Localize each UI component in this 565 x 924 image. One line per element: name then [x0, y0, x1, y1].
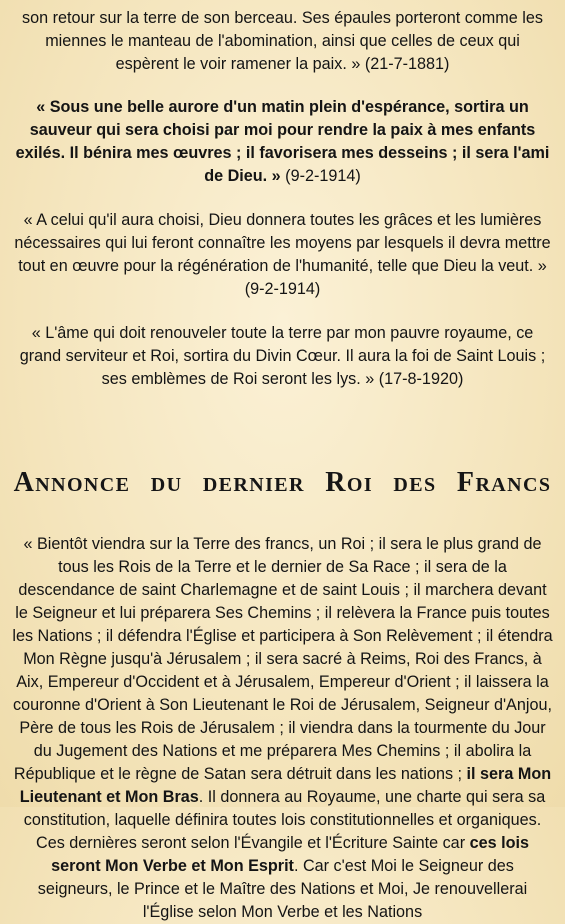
- section-text: . Il donnera au Royaume, une charte qui sera sa constitution, laquelle définira toutes lois constitutionnelles et organiques. Ces dernières seront selon l'Évangile et l'Écriture Sainte car: [23, 788, 546, 852]
- section-text: « Bientôt viendra sur la Terre des francs, un Roi ; il sera le plus grand de tous les Rois de la Terre et le dernier de Sa Race ; il sera de la descendance de saint Charlemagne et de saint Louis ; il marchera devant le Seigneur et lui préparera Ses Chemins ; il relèvera la France puis toutes les Nations ; il défendra l'Église et participera à Son Relèvement ; il étendra Mon Règne jusqu'à Jérusalem ; il sera sacré à Reims, Roi des Francs, à Aix, Empereur d'Occident et à Jérusalem, Empereur d'Orient ; il laissera la couronne d'Orient à Son Lieutenant le Roi de Jérusalem, Seigneur d'Anjou, Père de tous les Rois de Jérusalem ; il viendra dans la tourmente du Jour du Jugement des Nations et me préparera Mes Chemins ; il abolira la République et le règne de Satan sera détruit dans les nations ;: [12, 535, 553, 783]
- section-text-bold: ces lois seront Mon Verbe et Mon Esprit: [51, 834, 529, 875]
- section-paragraph: [12, 533, 553, 924]
- quote-paragraph-3: [12, 209, 553, 301]
- section-text-bold: il sera Mon Lieutenant et Mon Bras: [19, 765, 552, 806]
- quote-text: « L'âme qui doit renouveler toute la terre par mon pauvre royaume, ce grand serviteur et Roi, sortira du Divin Cœur. Il aura la foi de Saint Louis ; ses emblèmes de Roi seront les lys. » (17-8-1920): [19, 324, 546, 388]
- section-text: . Car c'est Moi le Seigneur des seigneurs, le Prince et le Maître des Nations et Moi, Je renouvellerai l'Église selon Mon Verbe et les Nations: [37, 857, 528, 921]
- quote-paragraph-1: [12, 7, 553, 76]
- quote-paragraph-4: [12, 322, 553, 391]
- section-title: Annonce du dernier Roi des Francs: [13, 467, 552, 498]
- quote-text-bold: « Sous une belle aurore d'un matin plein d'espérance, sortira un sauveur qui sera choisi par moi pour rendre la paix à mes enfants exilés. Il bénira mes œuvres ; il favorisera mes desseins ; il sera l'ami de Dieu. »: [15, 98, 550, 185]
- quote-paragraph-2: [12, 96, 553, 188]
- quote-date: (9-2-1914): [280, 167, 361, 185]
- quote-text: « A celui qu'il aura choisi, Dieu donnera toutes les grâces et les lumières nécessaires qui lui feront connaître les moyens par lesquels il devra mettre tout en œuvre pour la régénération de l'humanité, telle que Dieu la veut. » (9-2-1914): [14, 211, 551, 298]
- quote-text: son retour sur la terre de son berceau. Ses épaules porteront comme les miennes le manteau de l'abomination, ainsi que celles de ceux qui espèrent le voir ramener la paix. » (21-7-1881): [22, 9, 543, 73]
